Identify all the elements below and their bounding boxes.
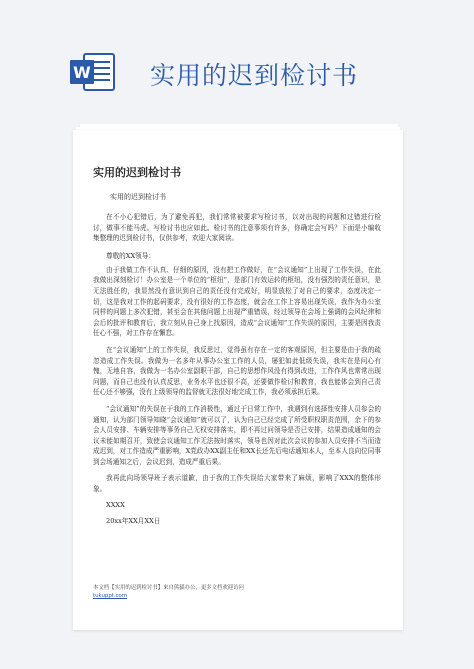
paragraph-intro: 在不小心犯错后，为了避免再犯，我们常常被要求写检讨书，以对出现的问题和过错进行检讨，做事不能马虎。写检讨书也应如此。检讨书的注意事项有许多，你确定会写吗？下面是小编收集整理的迟到检讨书，仅供参考，欢迎大家阅读。 xyxy=(93,213,381,243)
paragraph: 在“会议通知”上的工作失误，我反思过，觉得虽有存在一定的客观原因，但主要是由于我的疏忽造成工作失误。我做为一名多年从事办公室工作的人员，屡犯如此低级失误，我实在是问心有愧，无地自容，我做为一名办公室副职干部，自己的思想作风没有得到改进，工作作风也常常出现问题，而自己也没有认真反思，业务水平也还很不高，还要做作检讨和教育，我也能体会到自己责任心还不够强，没有上级领导的监督就无法很好地完成工作，我必须承担后果。 xyxy=(93,345,381,397)
document-title: 实用的迟到检讨书 xyxy=(93,166,181,179)
footer-note xyxy=(93,584,373,600)
word-logo-letter: W xyxy=(73,63,91,82)
page-title: 实用的迟到检讨书 xyxy=(150,61,359,90)
word-icon xyxy=(70,50,116,94)
paragraph: “会议通知”的失误在于我的工作消极性，通过于日常工作中，我遇到有选择性安排人员参会的通知，认为部门领导知晓“会议通知”就可以了，认为自己已经完成了所受职权职责范围，余下的参会人员安排、车辆安排等事务自己无权安排落实，即不再过问领导是否已安排，结果造成通知的会议未能如期召开，致使会议通知工作无法按时落实，领导也因对此次会议的参加人员安排不当而造成迟到，对工作造成严重影响，X党政办XX副主任和XX长还先后电话通知本人，至本人良向位同事到会场通知之后，会议迟到，造成严重后果。 xyxy=(93,404,381,466)
paragraph: 我再此向场领导班子表示道歉，由于我的工作失误给大家带来了麻烦，影响了XXX的整体形象。 xyxy=(93,474,381,494)
document-page xyxy=(73,130,403,630)
header xyxy=(0,0,474,100)
paragraph: 由于我做工作不认真、仔细的原因，没有把工作做好，在“会议通知”上出现了工作失误，在此我做出深刻检讨！办公室是一个单位的“枢纽”，是部门有效运转的枢纽，没有强烈的责任意识，是无法胜任的，我显然没有意识到自己的责任没有完成好，明显放松了对自己的要求，态度决定一切，这是我对工作的起码要求，没有很好的工作态度，就会在工作上容易出现失误，我作为办公室同样的问题上多次犯错，甚至会在其他问题上出现严重错误，经过领导在会场上强调的会风纪律和会后的批评和教育后，我立刻从自己身上找原因，造成“会议通知”工作失误的原因，主要是因我责任心不强，对工作存在懈怠。 xyxy=(93,265,381,338)
footer-link[interactable]: tukuppt.com xyxy=(93,593,128,599)
signature-date: 20xx年XX月XX日 xyxy=(106,516,161,525)
document-body xyxy=(93,164,381,525)
document-subtitle: 实用的迟到检讨书 xyxy=(110,193,166,201)
signature-name: XXXX xyxy=(106,500,125,509)
greeting: 尊敬的XX领导： xyxy=(106,251,155,260)
footer-note-text: 本文档【实用的迟到检讨书】来自熊猫办公，更多文档欢迎访问 xyxy=(93,585,244,591)
